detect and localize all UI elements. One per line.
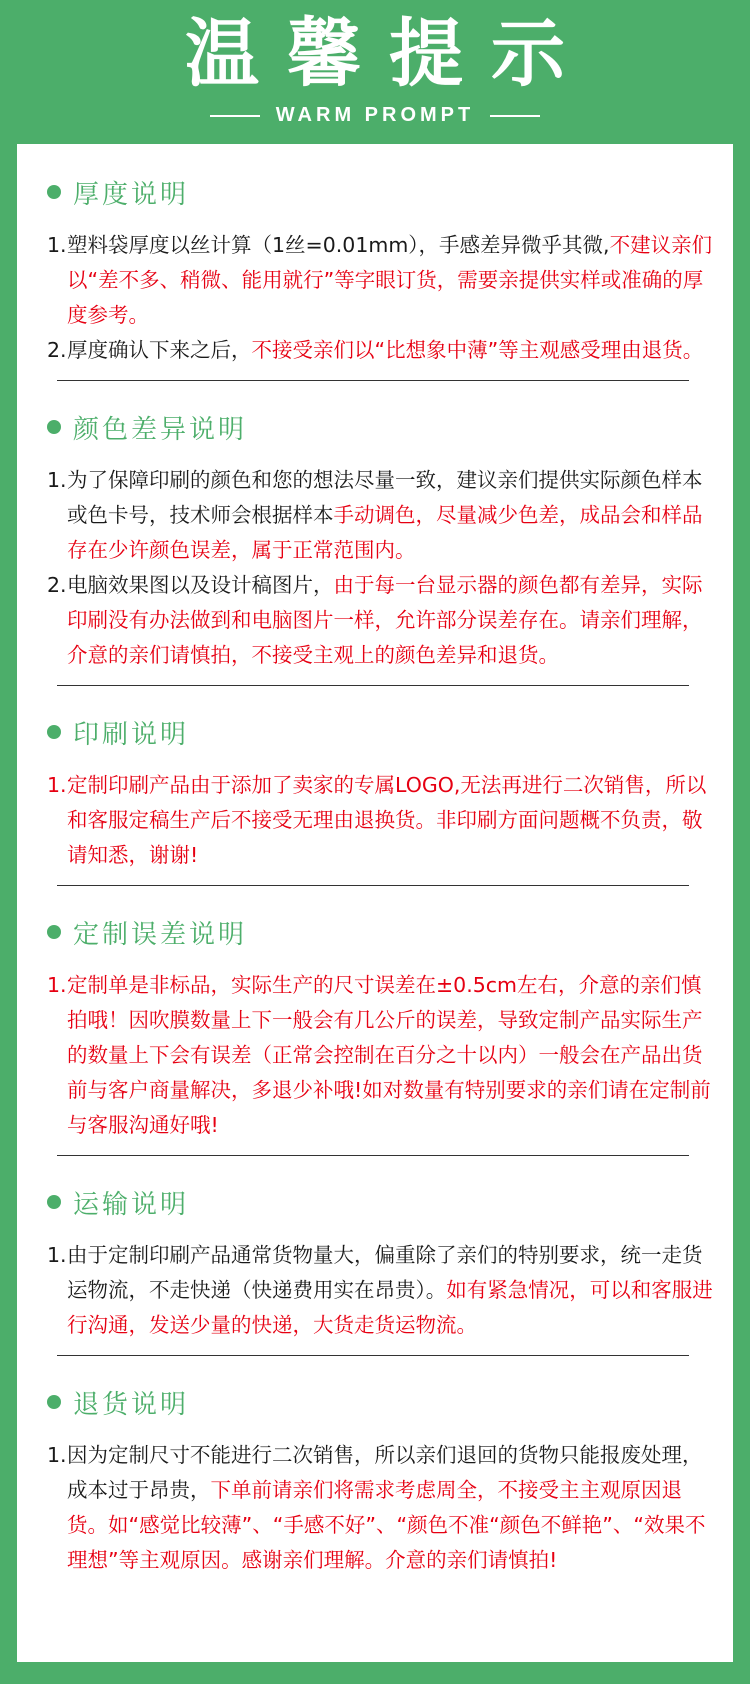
subtitle-left-line xyxy=(210,115,260,117)
section-heading xyxy=(47,1182,733,1222)
bullet-dot-icon xyxy=(47,725,61,739)
section-title: 定制误差说明 xyxy=(73,919,248,950)
section-heading xyxy=(47,1382,733,1422)
list-item xyxy=(47,333,721,368)
section-title: 退货说明 xyxy=(73,1389,190,1420)
section-thickness xyxy=(17,172,733,368)
bullet-dot-icon xyxy=(47,420,61,434)
item-number: 1. xyxy=(47,468,67,492)
section-shipping xyxy=(17,1182,733,1343)
item-text: 厚度确认下来之后， xyxy=(67,338,252,362)
item-warning-text: 不建议亲们以“差不多、稍微、能用就行”等字眼订货，需要亲提供实样或准确的厚度参考。 xyxy=(67,233,713,327)
item-number: 1. xyxy=(47,1443,67,1467)
section-custom-tolerance xyxy=(17,912,733,1143)
section-title: 运输说明 xyxy=(73,1189,190,1220)
section-heading xyxy=(47,912,733,952)
item-text: 为了保障印刷的颜色和您的想法尽量一致，建议亲们提供实际颜色样本或色卡号，技术师会根据样本 xyxy=(67,468,703,527)
bullet-dot-icon xyxy=(47,185,61,199)
item-text: 因为定制尺寸不能进行二次销售，所以亲们退回的货物只能报废处理，成本过于昂贵， xyxy=(67,1443,703,1502)
section-heading xyxy=(47,712,733,752)
item-warning-text: 手动调色，尽量减少色差，成品会和样品存在少许颜色误差，属于正常范围内。 xyxy=(67,503,703,562)
section-returns xyxy=(17,1382,733,1578)
item-text: 由于定制印刷产品通常货物量大，偏重除了亲们的特别要求，统一走货运物流，不走快递（快递费用实在昂贵）。 xyxy=(67,1243,703,1302)
bullet-dot-icon xyxy=(47,1195,61,1209)
list-item xyxy=(47,968,721,1143)
item-number: 1. xyxy=(47,1243,67,1267)
item-number: 2. xyxy=(47,573,67,597)
divider xyxy=(57,685,689,686)
page-title: 温馨提示 xyxy=(185,11,593,97)
page-subtitle: WARM PROMPT xyxy=(275,104,475,126)
content-card xyxy=(17,144,733,1662)
subtitle-row xyxy=(0,104,750,127)
item-number: 1. xyxy=(47,233,67,257)
subtitle-right-line xyxy=(490,115,540,117)
section-title: 颜色差异说明 xyxy=(73,414,248,445)
list-item xyxy=(47,228,721,333)
item-text: 塑料袋厚度以丝计算（1丝=0.01mm），手感差异微乎其微, xyxy=(67,233,610,257)
section-heading xyxy=(47,172,733,212)
item-warning-text: 如有紧急情况，可以和客服进行沟通，发送少量的快递，大货走货运物流。 xyxy=(67,1278,713,1337)
section-heading xyxy=(47,407,733,447)
item-number: 1. xyxy=(47,973,67,997)
section-title: 厚度说明 xyxy=(73,179,190,210)
divider xyxy=(57,1355,689,1356)
item-number: 1. xyxy=(47,773,67,797)
header xyxy=(0,0,750,144)
item-warning-text: 定制单是非标品，实际生产的尺寸误差在±0.5cm左右，介意的亲们慎拍哦！因吹膜数量上下一般会有几公斤的误差，导致定制产品实际生产的数量上下会有误差（正常会控制在百分之十以内）一般会在产品出货前与客户商量解决，多退少补哦!如对数量有特别要求的亲们请在定制前与客服沟通好哦! xyxy=(67,973,711,1137)
divider xyxy=(57,380,689,381)
item-number: 2. xyxy=(47,338,67,362)
list-item xyxy=(47,568,721,673)
bullet-dot-icon xyxy=(47,925,61,939)
bullet-dot-icon xyxy=(47,1395,61,1409)
item-warning-text: 定制印刷产品由于添加了卖家的专属LOGO,无法再进行二次销售，所以和客服定稿生产后不接受无理由退换货。非印刷方面问题概不负责，敬请知悉，谢谢! xyxy=(67,773,707,867)
list-item xyxy=(47,1238,721,1343)
item-warning-text: 下单前请亲们将需求考虑周全，不接受主主观原因退货。如“感觉比较薄”、“手感不好”、“颜色不准“颜色不鲜艳”、“效果不理想”等主观原因。感谢亲们理解。介意的亲们请慎拍! xyxy=(67,1478,706,1572)
item-warning-text: 不接受亲们以“比想象中薄”等主观感受理由退货。 xyxy=(251,338,704,362)
list-item xyxy=(47,1438,721,1578)
section-color-difference xyxy=(17,407,733,673)
list-item xyxy=(47,768,721,873)
item-warning-text: 由于每一台显示器的颜色都有差异，实际印刷没有办法做到和电脑图片一样，允许部分误差存在。请亲们理解，介意的亲们请慎拍，不接受主观上的颜色差异和退货。 xyxy=(67,573,703,667)
section-title: 印刷说明 xyxy=(73,719,190,750)
list-item xyxy=(47,463,721,568)
divider xyxy=(57,885,689,886)
item-text: 电脑效果图以及设计稿图片， xyxy=(67,573,334,597)
divider xyxy=(57,1155,689,1156)
section-printing xyxy=(17,712,733,873)
